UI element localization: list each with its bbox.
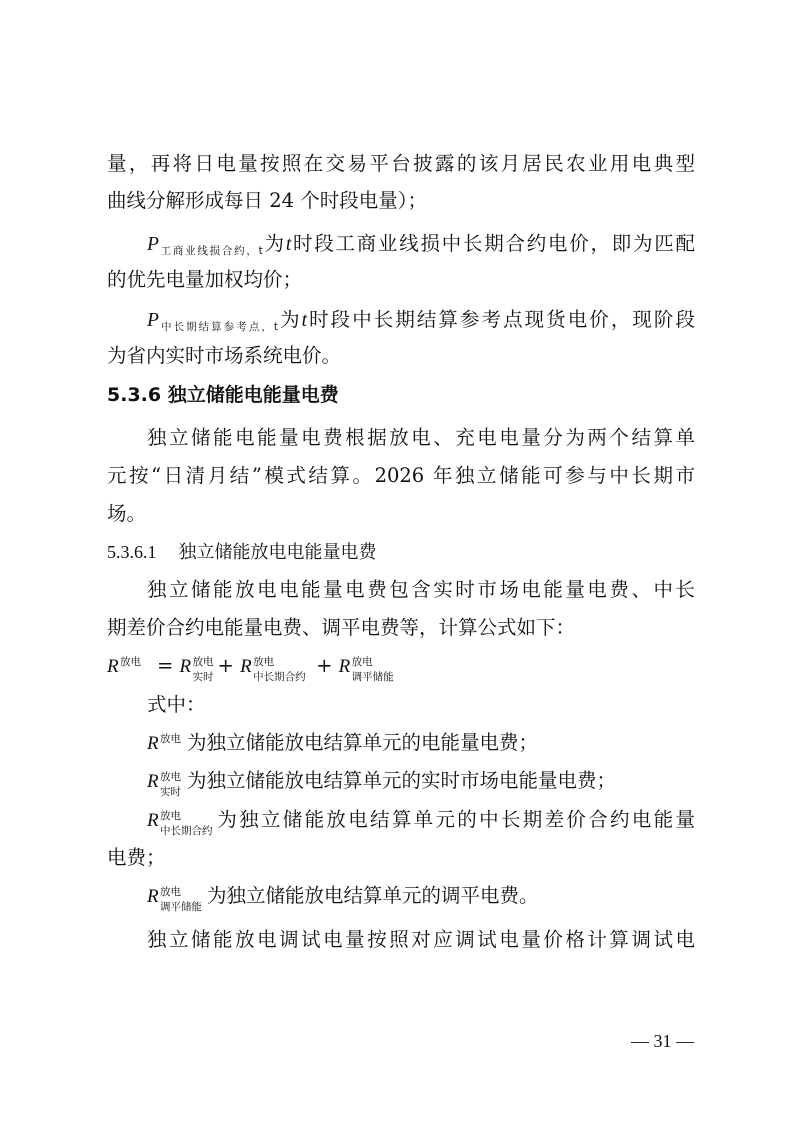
formula-term-realtime: R 放电 实时: [179, 656, 214, 683]
formula-lhs-sup: 放电: [120, 656, 141, 668]
definition-r-balance: [147, 884, 695, 913]
text-line: 独立储能电能量电费根据放电、充电电量分为两个结算单: [147, 426, 695, 449]
text-line: 期差价合约电能量电费、调平电费等，计算公式如下：: [107, 616, 576, 639]
text-line: 独立储能放电电能量电费包含实时市场电能量电费、中长: [147, 578, 695, 601]
var-sub: 工商业线损合约，t: [158, 245, 263, 257]
page-number: — 31 —: [631, 1031, 694, 1051]
formula-term-balance: R 放电 调平储能: [338, 656, 394, 683]
definition-text: 为独立储能放电结算单元的实时市场电能量电费；: [187, 769, 617, 792]
var-sub: 中长期结算参考点，t: [158, 321, 279, 333]
text-line: 电费；: [107, 846, 166, 869]
var-r: R 放电 调平储能: [147, 886, 202, 913]
definition-text: 为独立储能放电结算单元的调平电费。: [207, 884, 539, 907]
text-line: 为省内实时市场系统电价。: [107, 344, 342, 367]
var-r: R 放电 实时: [147, 771, 181, 798]
formula-plus: +: [217, 654, 234, 677]
formula-plus: +: [316, 654, 333, 677]
formula: [107, 654, 507, 683]
var-t: t: [301, 310, 308, 331]
text-line-p-midlong: [147, 308, 695, 339]
subsection-heading-5-3-6-1: [107, 540, 695, 565]
definition-r-midlong: [147, 808, 695, 837]
var-p: P: [147, 310, 159, 331]
text: 时段中长期结算参考点现货电价，现阶段: [307, 308, 695, 331]
subsection-title: 独立储能放电电能量电费: [178, 542, 377, 563]
subsection-number: 5.3.6.1: [107, 542, 157, 562]
text-line: 元按“日清月结”模式结算。2026 年独立储能可参与中长期市: [107, 464, 695, 487]
definition-text: 为独立储能放电结算单元的中长期差价合约电能量: [215, 808, 695, 831]
text-line: 场。: [107, 502, 147, 525]
definition-r-discharge: [147, 731, 695, 756]
var-p: P: [147, 234, 159, 255]
text-line: 量，再将日电量按照在交易平台披露的该月居民农业用电典型: [107, 152, 695, 175]
text: 为: [262, 232, 286, 255]
var-t: t: [285, 234, 292, 255]
formula-term-midlong: R 放电 中长期合约: [240, 656, 306, 683]
text: 为: [278, 308, 302, 331]
formula-lhs: R 放电: [107, 655, 157, 679]
text-line: 曲线分解形成每日 24 个时段电量）；: [107, 189, 427, 212]
formula-eq: =: [157, 654, 174, 677]
definition-r-realtime: [147, 769, 695, 798]
section-heading-5-3-6: 5.3.6 独立储能电能量电费: [107, 384, 339, 406]
var-r: R 放电 中长期合约: [147, 810, 213, 837]
text-line: 独立储能放电调试电量按照对应调试电量价格计算调试电: [147, 928, 695, 951]
text-line-p-industrial: [147, 232, 695, 263]
text: 时段工商业线损中长期合约电价，即为匹配: [291, 232, 695, 255]
text-line-where: 式中：: [147, 693, 206, 716]
text-line: 的优先电量加权均价；: [107, 268, 303, 291]
definition-text: 为独立储能放电结算单元的电能量电费；: [187, 731, 539, 754]
var-r: R 放电: [147, 733, 181, 754]
